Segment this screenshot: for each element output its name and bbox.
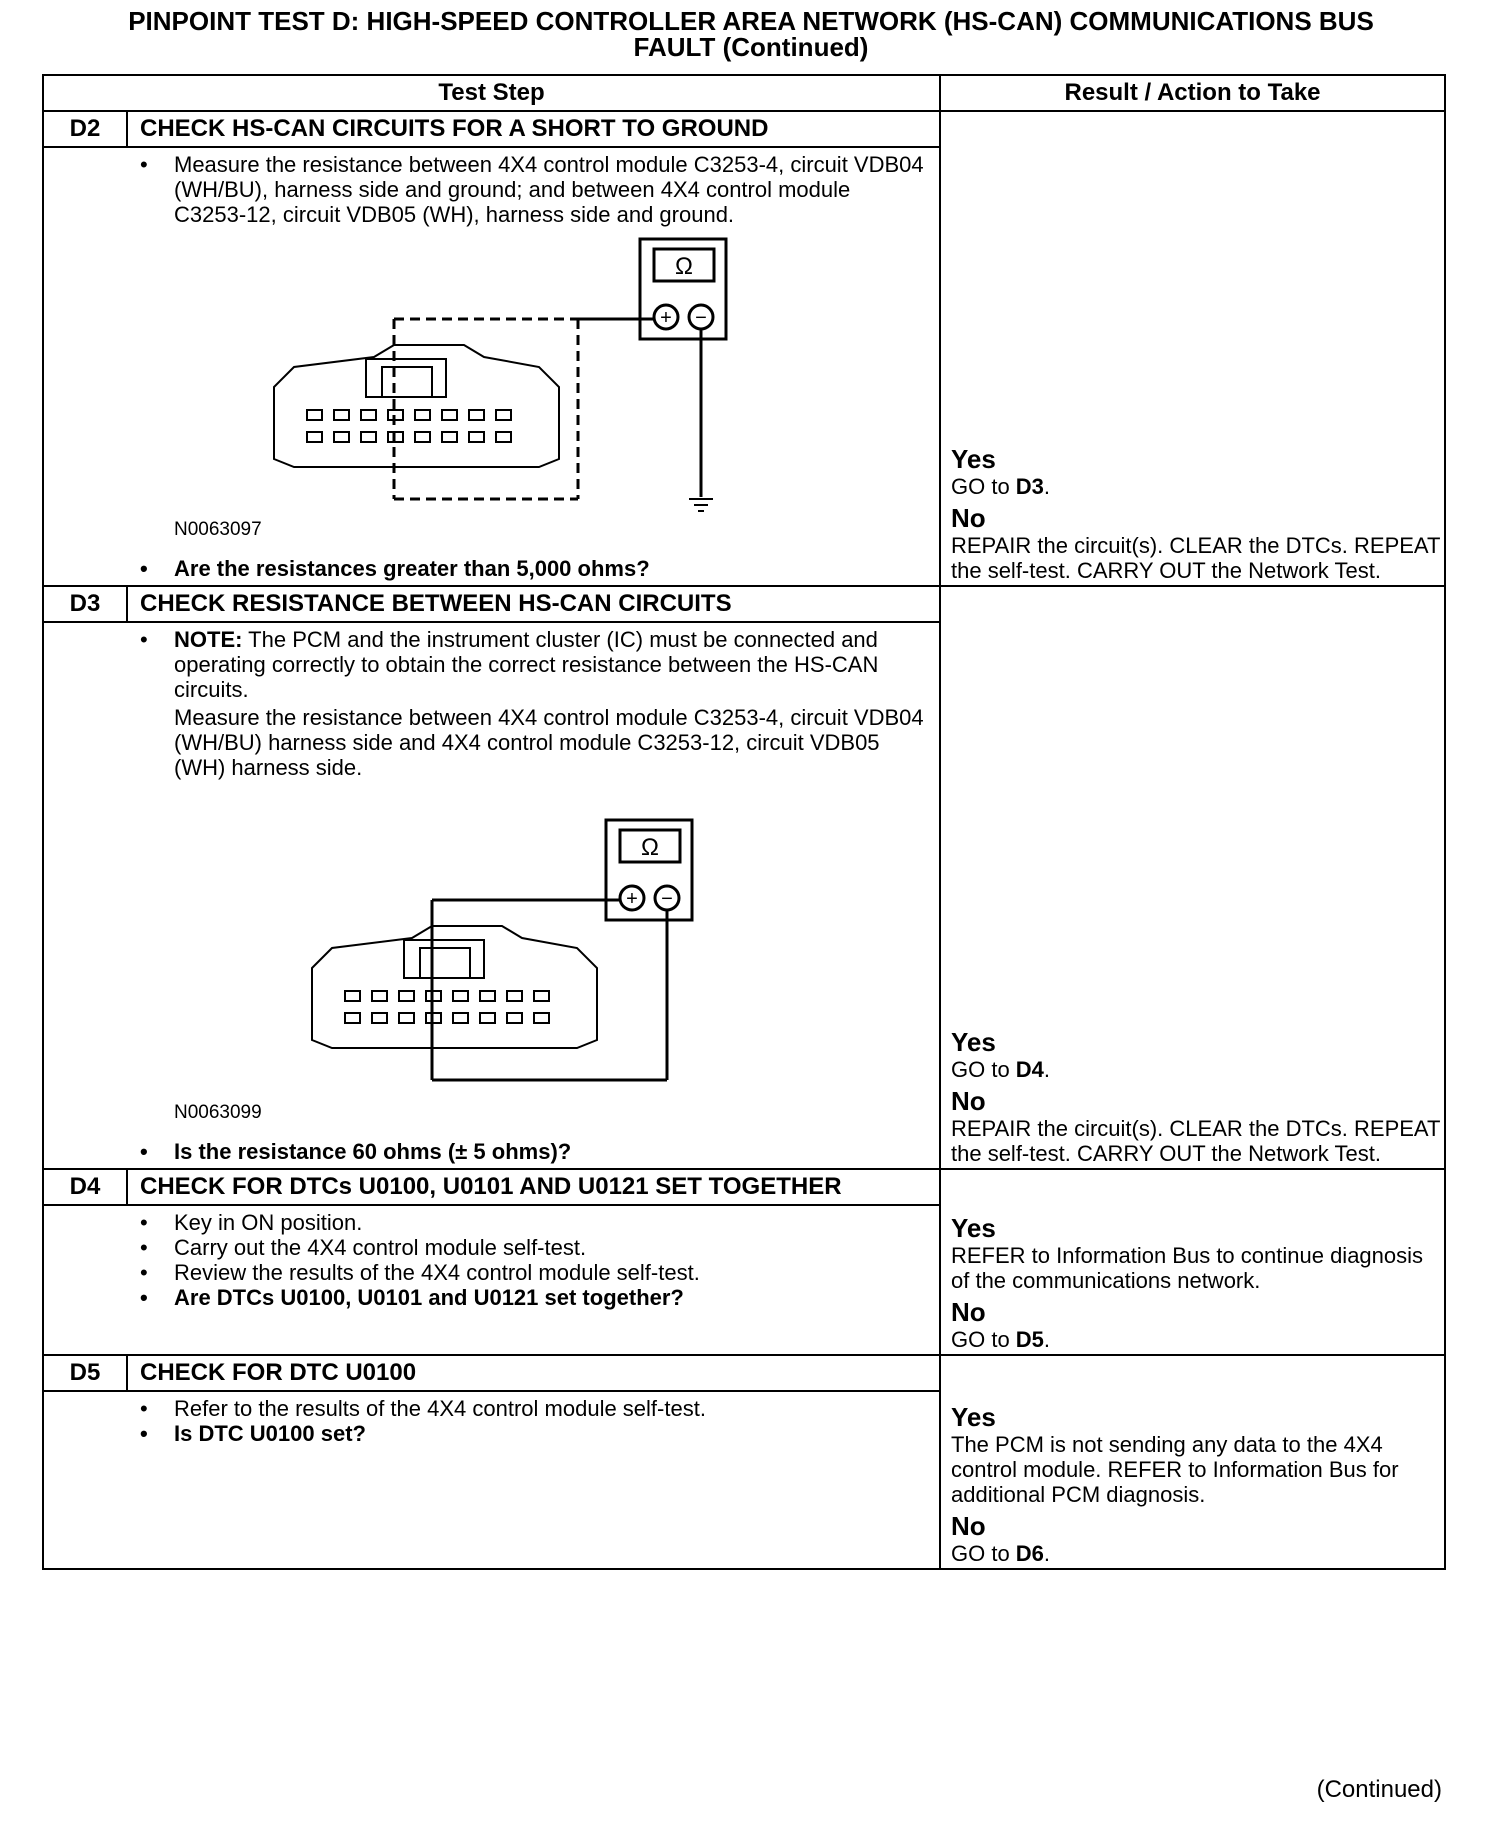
d3-figure: [44, 780, 927, 1100]
d3-yes-action: GO to D4.: [951, 1057, 1051, 1082]
step-d4-result: [940, 1169, 1445, 1355]
title-line-2: FAULT (Continued): [633, 32, 869, 62]
d4-no-action: GO to D5.: [951, 1327, 1051, 1352]
d2-no-label: No: [951, 503, 986, 533]
d3-no-action: REPAIR the circuit(s). CLEAR the DTCs. REPEAT the self-test. CARRY OUT the Network Test.: [951, 1116, 1441, 1166]
step-d4-body: [43, 1205, 940, 1355]
step-d3-heading: CHECK RESISTANCE BETWEEN HS-CAN CIRCUITS: [127, 586, 940, 622]
step-d2-body: [43, 147, 940, 586]
ohm-symbol: Ω: [675, 253, 693, 280]
d2-figure: [44, 227, 927, 517]
d2-yes-label: Yes: [951, 444, 996, 474]
step-d2-header-row: [43, 111, 1445, 147]
step-d5-header-row: [43, 1355, 1445, 1391]
d3-yes-link[interactable]: D4: [1015, 1057, 1044, 1082]
col-header-result: Result / Action to Take: [940, 75, 1445, 111]
d4-bullet-3: • Review the results of the 4X4 control module self-test.: [174, 1260, 927, 1285]
d4-no-link[interactable]: D5: [1015, 1327, 1044, 1352]
d2-figure-id: N0063097: [174, 519, 262, 540]
step-d5-id: D5: [43, 1355, 127, 1391]
step-d4-header-row: [43, 1169, 1445, 1205]
step-d5-result: [940, 1355, 1445, 1569]
d2-yes-link[interactable]: D3: [1015, 474, 1044, 499]
d2-no-action: REPAIR the circuit(s). CLEAR the DTCs. REPEAT the self-test. CARRY OUT the Network Test.: [951, 533, 1441, 583]
d4-yes-action: REFER to Information Bus to continue diagnosis of the communications network.: [951, 1243, 1424, 1293]
d3-no-label: No: [951, 1086, 986, 1116]
step-d4-id: D4: [43, 1169, 127, 1205]
d4-yes-label: Yes: [951, 1213, 996, 1243]
d5-bullet-1: • Refer to the results of the 4X4 control module self-test.: [174, 1396, 927, 1421]
table-header-row: [43, 75, 1445, 111]
d5-yes-label: Yes: [951, 1402, 996, 1432]
connector-c3253: [312, 926, 597, 1048]
d5-no-label: No: [951, 1511, 986, 1541]
d3-instruction: Measure the resistance between 4X4 control module C3253-4, circuit VDB04 (WH/BU) harness side and 4X4 control module C3253-12, circuit VDB05 (WH) harness side.: [174, 705, 924, 780]
d4-bullet-2: • Carry out the 4X4 control module self-test.: [174, 1235, 927, 1260]
step-d3-header-row: [43, 586, 1445, 622]
plus-terminal: +: [626, 888, 638, 910]
d2-yes-action: GO to D3.: [951, 474, 1051, 499]
d5-no-link[interactable]: D6: [1015, 1541, 1044, 1566]
ground-icon: [689, 499, 713, 511]
col-header-test-step: Test Step: [43, 75, 940, 111]
step-d5-body: [43, 1391, 940, 1569]
title-line-1: PINPOINT TEST D: HIGH-SPEED CONTROLLER AREA NETWORK (HS-CAN) COMMUNICATIONS BUS: [128, 6, 1374, 36]
d2-question: • Are the resistances greater than 5,000 ohms?: [174, 556, 927, 581]
minus-terminal: −: [661, 888, 673, 910]
step-d3-id: D3: [43, 586, 127, 622]
step-d2-heading: CHECK HS-CAN CIRCUITS FOR A SHORT TO GROUND: [127, 111, 940, 147]
step-d3-body: [43, 622, 940, 1169]
minus-terminal: −: [695, 307, 707, 329]
d3-note: • NOTE: The PCM and the instrument cluster (IC) must be connected and operating correctly to obtain the correct resistance between the HS-CAN circuits.: [174, 627, 927, 702]
d3-figure-id: N0063099: [174, 1102, 262, 1123]
d3-yes-label: Yes: [951, 1027, 996, 1057]
d4-question: • Are DTCs U0100, U0101 and U0121 set together?: [174, 1285, 927, 1310]
d5-no-action: GO to D6.: [951, 1541, 1051, 1566]
d2-instruction: • Measure the resistance between 4X4 control module C3253-4, circuit VDB04 (WH/BU), harness side and ground; and between 4X4 control module C3253-12, circuit VDB05 (WH), harness side and ground.: [174, 152, 927, 227]
step-d4-heading: CHECK FOR DTCs U0100, U0101 AND U0121 SET TOGETHER: [127, 1169, 940, 1205]
ohm-symbol: Ω: [641, 834, 659, 861]
d5-yes-action: The PCM is not sending any data to the 4X4 control module. REFER to Information Bus for additional PCM diagnosis.: [951, 1432, 1399, 1507]
continued-label: (Continued): [1316, 1776, 1442, 1803]
d4-no-label: No: [951, 1297, 986, 1327]
pinpoint-test-table: [42, 74, 1446, 1570]
d4-bullet-1: • Key in ON position.: [174, 1210, 927, 1235]
d5-question: • Is DTC U0100 set?: [174, 1421, 927, 1446]
step-d5-heading: CHECK FOR DTC U0100: [127, 1355, 940, 1391]
d2-wiring-diagram: [44, 227, 804, 517]
d3-question: • Is the resistance 60 ohms (± 5 ohms)?: [174, 1139, 927, 1164]
step-d2-result: [940, 111, 1445, 586]
page-title: [40, 8, 1462, 60]
d3-wiring-diagram: [44, 780, 804, 1100]
step-d2-id: D2: [43, 111, 127, 147]
step-d3-result: [940, 586, 1445, 1169]
connector-c3253: [274, 345, 559, 467]
plus-terminal: +: [660, 307, 672, 329]
